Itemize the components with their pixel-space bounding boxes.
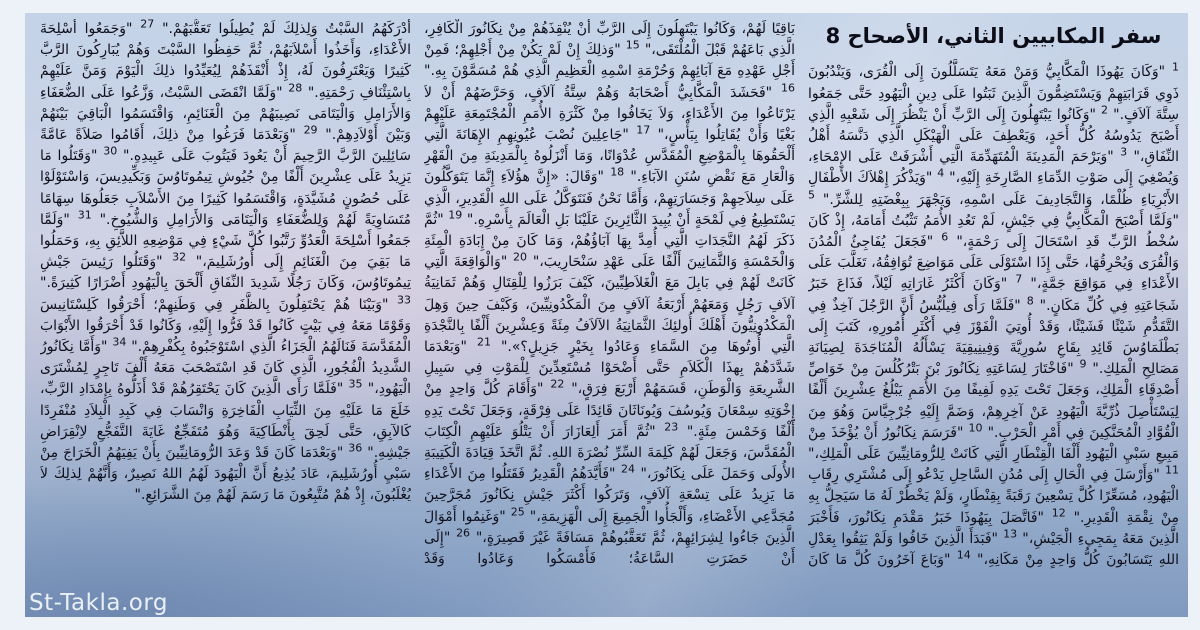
- verse-number: 29: [303, 123, 318, 137]
- verse-number: 12: [1051, 505, 1066, 519]
- text-content: [25, 13, 1188, 605]
- verse-number: 18: [610, 165, 625, 179]
- verse-number: 15: [625, 38, 640, 52]
- site-watermark: St-Takla.org: [29, 590, 168, 616]
- verse-number: 36: [348, 441, 363, 455]
- verse-number: 6: [941, 230, 949, 244]
- verse-number: 8: [1026, 293, 1034, 307]
- verse-number: 16: [781, 80, 795, 94]
- verse-number: 13: [1003, 527, 1018, 541]
- verse-number: 34: [112, 335, 127, 349]
- verse-number: 1: [1172, 60, 1179, 74]
- verse-number: 7: [1015, 272, 1023, 286]
- verse-number: 22: [550, 377, 565, 391]
- verse-number: 20: [513, 250, 528, 264]
- verse-number: 28: [288, 80, 303, 94]
- verse-number: 25: [510, 505, 525, 519]
- verse-number: 30: [103, 144, 118, 158]
- chapter-title: سفر المكابيين الثاني، الأصحاح 8: [825, 24, 1162, 48]
- verse-number: 24: [620, 462, 635, 476]
- verse-number: 31: [77, 208, 92, 222]
- verse-number: 9: [1079, 357, 1087, 371]
- verse-number: 14: [956, 548, 971, 562]
- text-column-3: [40, 19, 411, 599]
- verse-number: 19: [448, 208, 463, 222]
- verse-number: 23: [664, 420, 679, 434]
- verse-paragraph-1: $^1$ "وَكَانَ يَهُوذَا الْمَكَّابِيُّ وَمَنْ مَعَهُ يَتَسَلَّلُونَ إِلَى الْقُرَى، وَيَنْدُبُونَ ذَوِي قَرَابَتِهِمْ وَيَسْتَضِمُّونَ الَّذِينَ ثَبَتُوا عَلَى دِينِ الْيَهُودِ حَتَّى جَمَعُوا سِتَّةَ آلاَفٍ." $^2$ "وَكَانُوا يَبْتَهِلُونَ إِلَى الرَّبِّ أَنْ يَنْظُرَ إِلَى شَعْبِهِ الَّذِي أَصْبَحَ يَدُوسُهُ كُلُّ أَحَدٍ، وَيَعْطِفَ عَلَى الْهَيْكَلِ الَّذِي دَنَّسَهُ أَهْلُ النِّفَاقِ،" $^3$ "وَيَرْحَمَ الْمَدِينَةَ الْمُتَهَدِّمَةَ الَّتِي أَشْرَفَتْ عَلَى الإِمْحَاءِ، وَيُصْغِيَ إِلَى صَوْتِ الدِّمَاءِ الصَّارِخَةِ إِلَيْهِ،" $^4$ "وَيَذْكُرَ إِهْلاَكَ الأَطْفَالِ الأَبْرِيَاءِ ظُلْمًا، وَالتَّجَادِيفَ عَلَى اسْمِهِ، وَيَجْهَرَ بِبِغْضَتِهِ لِلشَّرِّ." $^5$ "وَلَمَّا أَصْبَحَ الْمَكَّابِيُّ فِي جَيْشٍ، لَمْ تَعُدِ الأُمَمُ تَثْبُتُ أَمَامَهُ، إِذْ كَانَ سُخْطُ الرَّبِّ قَدِ اسْتَحَالَ إِلَى رَحْمَةٍ،" $^6$ "فَجَعَلَ يُفَاجِئُ الْمُدُنَ وَالْقُرَى وَيُحْرِقُهَا، حَتَّى إِذَا اسْتَوْلَى عَلَى مَوَاضِعَ تُوَافِقُهُ، تَغَلَّبَ عَلَى الأَعْدَاءِ فِي مَوَاقِعَ جَمَّةٍ،" $^7$ "وَكَانَ أَكْثَرُ غَارَاتِهِ لَيْلاً، فَذَاعَ خَبَرُ شَجَاعَتِهِ فِي كُلِّ مَكَانٍ." $^8$ "فَلَمَّا رَأَى فِيلُبُّسُ أَنَّ الرَّجُلَ آخِذٌ فِي التَّقَدُّمِ شَيْئًا فَشَيْئًا، وَقَدْ أُوتِيَ الْفَوْزَ فِي أَكْثَرِ أُمُورِهِ، كَتَبَ إِلَى بَطْلَمَاوُسَ قَائِدِ بِقَاعِ سُورِيَّةَ وَفِينِيقِيَةَ يَسْأَلُهُ الْمُنَاجَدَةَ لِصِيَانَةِ مَصَالِحِ الْمَلِكِ." $^9$ "فَاخْتَارَ لِسَاعَتِهِ نِكَانُورَ بْنَ بَتْرُكُلُسَ مِنْ خَوَاصِّ أَصْدِقَاءِ الْمَلِكِ، وَجَعَلَ تَحْتَ يَدِهِ لَفِيفًا مِنَ الأُمَمِ يَبْلُغُ عِشْرِينَ أَلْفًا لِيَسْتَأْصِلَ ذُرِّيَّةَ الْيَهُودِ عَنْ آخِرِهِمْ، وَضَمَّ إِلَيْهِ جُرْجِيَّاسَ وَهُوَ مِنَ الْقُوَّادِ الْمُحَنَّكِينَ فِي أَمْرِ الْحَرْبِ." $^{10}$ "فَرَسَمَ نِكَانُورُ أَنْ يُؤْخَذَ مِنْ مَبِيعِ سَبْيِ الْيَهُودِ أَلْفَا الْقِنْطَارِ الَّتِي كَانَتْ لِلرُّومَانِيِّينَ عَلَى الْمَلِكِ،" $^{11}$ "وَأَرْسَلَ فِي الْحَالِ إِلَى مُدُنِ السَّاحِلِ يَدْعُو إِلَى مُشْتَرِي رِقَابِ الْيَهُودِ، مُسَعِّرًا كُلَّ تِسْعِينَ رَقَبَةً بِقِنْطَارٍ، وَلَمْ يَخْطُرْ لَهُ مَا سَيَحِلُّ بِهِ مِنْ نِقْمَةِ الْقَدِيرِ." $^{12}$ "فَاتَّصَلَ بِيَهُوذَا خَبَرُ مَقْدَمِ نِكَانُورَ، فَأَخْبَرَ الَّذِينَ مَعَهُ بِمَجِيءِ الْجَيْشِ،" $^{13}$ "فَبَدَأَ الَّذِينَ خَافُوا وَلَمْ يَثِقُوا بِعَدْلِ اللهِ يَتَسَابُونَ كُلُّ وَاحِدٍ مِنْ مَكَانِهِ،" $^{14}$ "وَبَاعَ آخَرُونَ كُلَّ مَا كَانَ: [808, 60, 1179, 568]
- verse-number: 17: [636, 123, 651, 137]
- verse-number: 35: [348, 377, 363, 391]
- verse-number: 32: [172, 250, 187, 264]
- verse-number: 4: [937, 166, 945, 180]
- verse-number: 26: [456, 526, 471, 540]
- verse-number: 3: [1120, 145, 1128, 159]
- verse-number: 5: [808, 187, 815, 201]
- verse-number: 2: [1101, 103, 1109, 117]
- verse-number: 27: [140, 19, 155, 31]
- text-column-1: [808, 19, 1179, 599]
- text-column-2: [424, 19, 795, 599]
- verse-number: 11: [1165, 463, 1179, 477]
- verse-number: 10: [968, 421, 983, 435]
- verse-number: 33: [397, 292, 411, 306]
- sky-background: [25, 13, 1188, 617]
- verse-paragraph-3: أَدْرَكَهُمُ السَّبْتُ وَلِذلِكَ لَمْ يُطِيلُوا تَعَقُّبَهُمْ." $^{27}$ "وَجَمَعُوا أَسْلِحَةَ الأَعْدَاءِ، وَأَخَذُوا أَسْلاَبَهُمْ، ثُمَّ حَفِظُوا السَّبْتَ وَهُمْ يُبَارِكُونَ الرَّبَّ كَثِيرًا وَيَعْتَرِفُونَ لَهُ، إِذْ أَنْقَذَهُمْ لِيُعَيِّدُوا ذلِكَ الْيَوْمَ وَمَنَّ عَلَيْهِمْ بِاسْتِئْنَافِ رَحْمَتِهِ." $^{28}$ "وَلَمَّا انْقَضَى السَّبْتُ، وَزَّعُوا عَلَى الضُّعَفَاءِ وَالأَرَامِلِ وَالْيَتَامَى نَصِيبَهُمْ مِنَ الْغَنَائِمِ، وَاقْتَسَمُوا الْبَاقِيَ بَيْنَهُمْ وَبَيْنَ أَوْلاَدِهِمْ." $^{29}$ "وَبَعْدَمَا فَرَغُوا مِنْ ذلِكَ، أَقَامُوا صَلاَةً عَامَّةً سَائِلِينَ الرَّبَّ الرَّحِيمَ أَنْ يَعُودَ فَيَتُوبَ عَلَى عَبِيدِهِ." $^{30}$ "وَقَتَلُوا مَا يَزِيدُ عَلَى عِشْرِينَ أَلْفًا مِنْ جُيُوشِ تِيمُوتَاوُسَ وَبَكِّيدِيسَ، وَاسْتَوْلَوْا عَلَى حُصُونٍ مُشَيَّدَةٍ، وَاقْتَسَمُوا كَثِيرًا مِنَ الأَسْلاَبِ جَعَلُوهَا سِهَامًا مُتَسَاوِيَةً لَهُمْ وَلِلضُّعَفَاءِ وَالْيَتَامَى وَالأَرَامِلِ وَالشُّيُوخِ." $^{31}$ "وَلَمَّا جَمَعُوا أَسْلِحَةَ الْعَدُوِّ رَتَّبُوا كُلَّ شَيْءٍ فِي مَوْضِعِهِ اللاَّئِقِ بِهِ، وَحَمَلُوا مَا بَقِيَ مِنَ الْغَنَائِمِ إِلَى أُورُشَلِيمَ،" $^{32}$ "وَقَتَلُوا رَئِيسَ جَيْشِ تِيمُوتَاوُسَ، وَكَانَ رَجُلًا شَدِيدَ النِّفَاقِ أَلْحَقَ بِالْيَهُودِ أَضْرَارًا كَثِيرَةً." $^{33}$ "وَبَيْنَا هُمْ يَحْتَفِلُونَ بِالظَّفَرِ فِي وَطَنِهِمْ؛ أَحْرَقُوا كَلِسْتَانِيسَ وَقَوْمًا مَعَهُ فِي بَيْتٍ كَانُوا قَدْ فَرُّوا إِلَيْهِ، وَكَانُوا قَدْ أَحْرَقُوا الأَبْوَابَ الْمُقَدَّسَةَ فَنَالَهُمُ الْجَزَاءُ الَّذِي اسْتَوْجَبُوهُ بِكُفْرِهِمْ." $^{34}$ "وَأَمَّا نِكَانُورُ الشَّدِيدُ الْفُجُورِ، الَّذِي كَانَ قَدِ اسْتَصْحَبَ مَعَهُ أَلْفَ تَاجِرٍ لِمُشْتَرَى الْيَهُودِ،" $^{35}$ "فَلَمَّا رَأَى الَّذِينَ كَانَ يَحْتَقِرُهُمْ قَدْ أَذَلُّوهُ بِإِمْدَادِ الرَّبِّ، خَلَعَ مَا عَلَيْهِ مِنَ الثِّيَابِ الْفَاخِرَةِ وَانْسَابَ فِي كَبِدِ الْبِلاَدِ مُنْفَرِدًا كَالآبِقِ، حَتَّى لَحِقَ بِأَنْطَاكِيَةَ وَهُوَ مُتَفَجِّعٌ غَايَةَ التَّفَجُّعِ لاِنْقِرَاضِ جَيْشِهِ." $^{36}$ "وَبَعْدَمَا كَانَ قَدْ وَعَدَ الرُّومَانِيِّينَ بِأَنْ يَفِيَهُمُ الْخَرَاجَ مِنْ سَبْيِ أُورُشَلِيمَ، عَادَ يُذِيعُ أَنَّ الْيَهُودَ لَهُمُ اللهُ نَصِيرٌ، وَأَنَّهُمْ لِذلِكَ لاَ يُغْلَبُونَ، إِذْ هُمْ مُتَّبِعُونَ مَا رَسَمَ لَهُمْ مِنَ الشَّرَائِعِ.": [40, 19, 411, 504]
- verse-paragraph-2: بَاقِيًا لَهُمْ، وَكَانُوا يَبْتَهِلُونَ إِلَى الرَّبِّ أَنْ يُنْقِذَهُمْ مِنْ نِكَانُورَ الْكَافِرِ، الَّذِي بَاعَهُمْ قَبْلَ الْمُلْتَقَى،" $^{15}$ "وَذلِكَ إِنْ لَمْ يَكُنْ مِنْ أَجْلِهِمْ؛ فَمِنْ أَجْلِ عَهْدِهِ مَعَ آبَائِهِمْ وَحُرْمَةِ اسْمِهِ الْعَظِيمِ الَّذِي هُمْ مُسَمَّوْنَ بِهِ." $^{16}$ "فَحَشَدَ الْمَكَّابِيُّ أَصْحَابَهُ وَهُمْ سِتَّةُ آلاَفٍ، وَحَرَّضَهُمْ أَنْ لاَ يَرْتَاعُوا مِنَ الأَعْدَاءِ، وَلاَ يَخَافُوا مِنْ كَثْرَةِ الأُمَمِ الْمُجْتَمِعَةِ عَلَيْهِمْ بَغْيًا وَأَنْ يُقَاتِلُوا بِبَأْسٍ،" $^{17}$ "جَاعِلِينَ نُصْبَ عُيُونِهِمِ الإِهَانَةَ الَّتِي أَلْحَقُوهَا بِالْمَوْضِعِ الْمُقَدَّسِ عُدْوَانًا، وَمَا أَنْزَلُوهُ بِالْمَدِينَةِ مِنَ الْقَهْرِ وَالْعَارِ مَعَ نَقْضِ سُنَنِ الآبَاءِ." $^{18}$ "وَقَالَ: «إِنَّ هؤُلاَءِ إِنَّمَا يَتَوَكَّلُونَ عَلَى سِلاَحِهِمْ وَجَسَارَتِهِمْ، وَأَمَّا نَحْنُ فَنَتَوَكَّلُ عَلَى اللهِ الْقَدِيرِ، الَّذِي يَسْتَطِيعُ فِي لَمْحَةٍ أَنْ يُبِيدَ الثَّائِرِينَ عَلَيْنَا بَلِ الْعَالَمَ بِأَسْرِهِ." $^{19}$ "ثُمَّ ذَكَرَ لَهُمُ النَّجَدَاتِ الَّتِي أُمِدَّ بِهَا آبَاؤُهُمْ، وَمَا كَانَ مِنْ إِبَادَةِ الْمِئَةِ وَالْخَمْسَةِ وَالثَّمَانِينَ أَلْفًا عَلَى عَهْدِ سَنْحَارِيبَ،" $^{20}$ "وَالْوَاقِعَةَ الَّتِي كَانَتْ لَهُمْ فِي بَابِلَ مَعَ الْغَلاَطِيِّينَ، كَيْفَ بَرَزُوا لِلْقِتَالِ وَهُمْ ثَمَانِيَةُ آلاَفِ رَجُلٍ وَمَعَهُمْ أَرْبَعَةُ آلاَفٍ مِنَ الْمَكْدُونِيِّينَ، وَكَيْفَ حِينَ وَهِلَ الْمَكْدُونِيُّونَ أَهْلَكَ أُولئِكَ الثَّمَانِيَةُ الآلاَفُ مِئَةً وَعِشْرِينَ أَلْفًا بِالنَّجْدَةِ الَّتِي أُوتُوهَا مِنَ السَّمَاءِ وَعَادُوا بِخَيْرٍ جَزِيلٍ؟»." $^{21}$ "وَبَعْدَمَا شَدَّدَهُمْ بِهذَا الْكَلاَمِ حَتَّى أَضْحَوْا مُسْتَعِدِّينَ لِلْمَوْتِ فِي سَبِيلِ الشَّرِيعَةِ وَالْوَطَنِ، قَسَمَهُمْ أَرْبَعَ فِرَقٍ،" $^{22}$ "وَأَقَامَ كُلَّ وَاحِدٍ مِنْ إِخْوَتِهِ سِمْعَانَ وَيُوسُفَ وَيُونَاثَانَ قَائِدًا عَلَى فِرْقَةٍ، وَجَعَلَ تَحْتَ يَدِهِ أَلْفًا وَخَمْسَ مِئَةٍ." $^{23}$ "ثُمَّ أَمَرَ أَلِعَازَارَ أَنْ يَتْلُوَ عَلَيْهِمِ الْكِتَابَ الْمُقَدَّسَ، وَجَعَلَ لَهُمْ كَلِمَةَ السِّرِّ نُصْرَةَ اللهِ. ثُمَّ اتَّخَذَ قِيَادَةَ الْكَتِيبَةِ الأُولَى وَحَمَلَ عَلَى نِكَانُورَ،" $^{24}$ "فَأَيَّدَهُمُ الْقَدِيرُ فَقَتَلُوا مِنَ الأَعْدَاءِ مَا يَزِيدُ عَلَى تِسْعَةِ آلاَفٍ، وَتَرَكُوا أَكْثَرَ جَيْشِ نِكَانُورَ مُجَرَّحِينَ مُجَدَّعِي الأَعْضَاءِ، وَأَلْجَأُوا الْجَمِيعَ إِلَى الْهَزِيمَةِ،" $^{25}$ "وَغَنِمُوا أَمْوَالَ الَّذِينَ جَاءُوا لِشِرَائِهِمْ، ثُمَّ تَعَقَّبُوهُمْ مَسَافَةً غَيْرَ قَصِيرَةٍ،" $^{26}$ "إِلَى أَنْ حَضَرَتِ السَّاعَةُ؛ فَأَمْسَكُوا وَعَادُوا وَقَدْ: [424, 21, 795, 568]
- verse-number: 21: [476, 335, 491, 349]
